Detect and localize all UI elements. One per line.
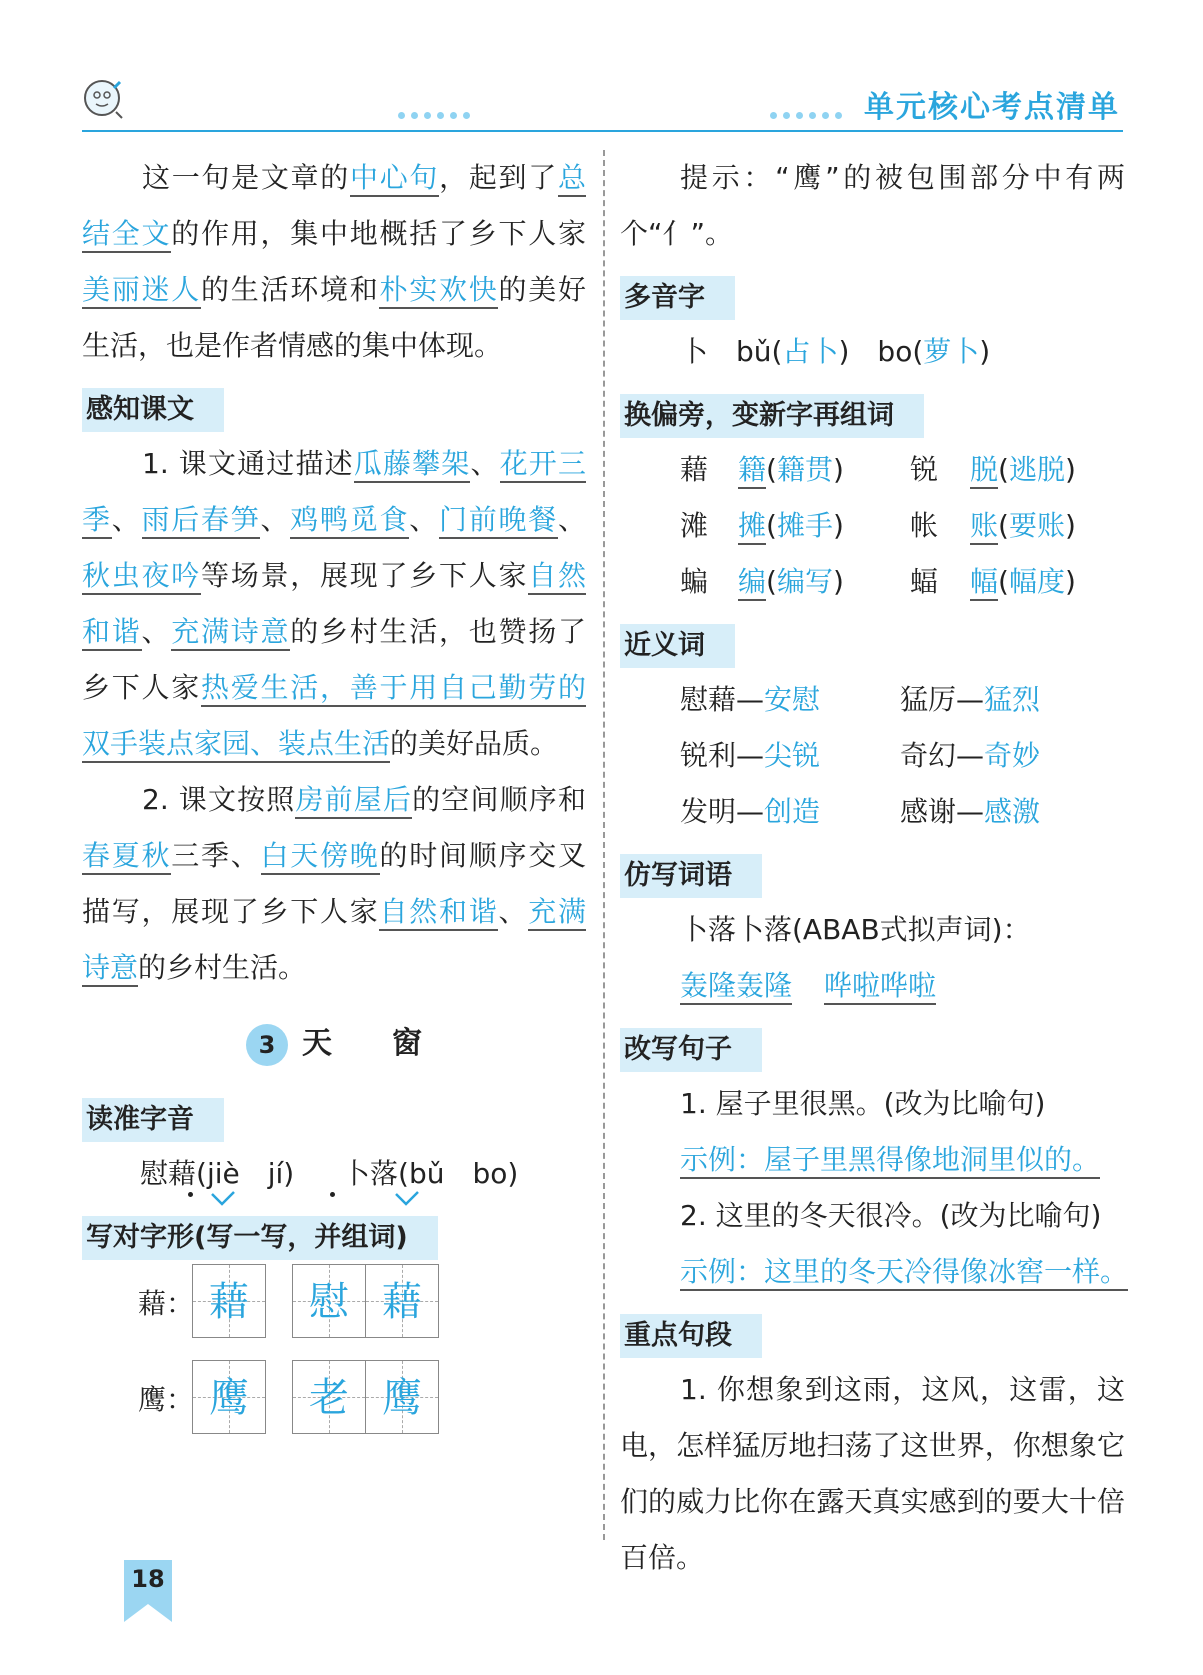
rewrite-answer: 示例：这里的冬天冷得像冰窖一样。 (620, 1244, 1125, 1300)
dot-mark (330, 1192, 335, 1197)
synonym-row: 锐利—尖锐 奇幻—奇妙 (680, 739, 1041, 772)
tip-paragraph: 提示：“鹰”的被包围部分中有两个“亻”。 (620, 161, 1125, 250)
radical-row: 藉 籍(籍贯) 锐 脱(逃脱) (620, 442, 1125, 498)
rewrite-question: 1. 屋子里很黑。(改为比喻句) (680, 1087, 1046, 1120)
grid-box: 鹰 (192, 1360, 266, 1434)
imitation-answers: 轰隆轰隆 哗啦哗啦 (620, 958, 1125, 1014)
synonym-row: 发明—创造 感谢—感激 (680, 795, 1041, 828)
synonym-row: 慰藉—安慰 猛厉—猛烈 (680, 683, 1041, 716)
answer: 总结全文 (82, 161, 586, 253)
section-heading: 感知课文 (82, 388, 224, 432)
section-heading: 写对字形(写一写，并组词) (82, 1216, 438, 1260)
rewrite-answer: 示例：屋子里黑得像地洞里似的。 (620, 1132, 1125, 1188)
imitation-prompt: 卜落卜落(ABAB式拟声词)： (680, 913, 1031, 946)
section-heading: 改写句子 (620, 1028, 762, 1072)
text-paragraph: 1. 课文通过描述瓜藤攀架、花开三季、雨后春笋、鸡鸭觅食、门前晚餐、秋虫夜吟等场景，展现了乡下人家自然和谐、充满诗意的乡村生活，也赞扬了乡下人家热爱生活，善于用自己勤劳的双手装点家园、装点生活的美好品质。 (82, 436, 586, 772)
lesson-title (82, 1020, 586, 1068)
lesson-number: 3 (246, 1024, 288, 1066)
section-heading: 多音字 (620, 276, 735, 320)
section-heading: 重点句段 (620, 1314, 762, 1358)
section-heading: 读准字音 (82, 1098, 224, 1142)
page-number: 18 (131, 1565, 165, 1593)
polyphone-row: 卜 bǔ(占卜) bo(萝卜) (680, 335, 991, 368)
grid-box: 藉 (192, 1264, 266, 1338)
header-rule (82, 130, 1123, 132)
right-column (620, 150, 1129, 1586)
answer: 美丽迷人 (82, 273, 201, 309)
grid-box: 老 (292, 1360, 366, 1434)
header-dots-right (770, 104, 848, 112)
header-title: 单元核心考点清单 (864, 90, 1120, 125)
lesson-name: 天 窗 (302, 1026, 422, 1061)
grid-box: 鹰 (365, 1360, 439, 1434)
rewrite-question: 2. 这里的冬天很冷。(改为比喻句) (680, 1199, 1102, 1232)
grid-box: 慰 (292, 1264, 366, 1338)
answer: 中心句 (350, 161, 439, 197)
section-heading: 仿写词语 (620, 854, 762, 898)
grid-box: 藉 (365, 1264, 439, 1338)
radical-row: 蝙 编(编写) 蝠 幅(幅度) (620, 554, 1125, 610)
text-paragraph: 2. 课文按照房前屋后的空间顺序和春夏秋三季、白天傍晚的时间顺序交叉描写，展现了乡下人家自然和谐、充满诗意的乡村生活。 (82, 772, 586, 996)
radical-row: 滩 摊(摊手) 帐 账(要账) (620, 498, 1125, 554)
check-mark-icon (394, 1190, 420, 1206)
section-heading: 换偏旁，变新字再组词 (620, 394, 924, 438)
left-column (82, 150, 586, 1464)
writing-grid: 藉： 藉 慰 藉 鹰： 鹰 老 鹰 (82, 1264, 586, 1464)
intro-paragraph: 这一句是文章的中心句，起到了总结全文的作用，集中地概括了乡下人家美丽迷人的生活环境和朴实欢快的美好生活，也是作者情感的集中体现。 (82, 161, 586, 362)
answer: 朴实欢快 (379, 273, 498, 309)
key-passage: 1. 你想象到这雨，这风，这雷，这电，怎样猛厉地扫荡了这世界，你想象它们的威力比你在露天真实感到的要大十倍百倍。 (620, 1373, 1125, 1574)
section-heading: 近义词 (620, 624, 735, 668)
pronunciation-row: 慰藉(jiè jí) 卜落(bǔ bo) (82, 1146, 586, 1202)
check-mark-icon (210, 1190, 236, 1206)
dot-mark (188, 1192, 193, 1197)
column-divider (603, 150, 605, 1540)
